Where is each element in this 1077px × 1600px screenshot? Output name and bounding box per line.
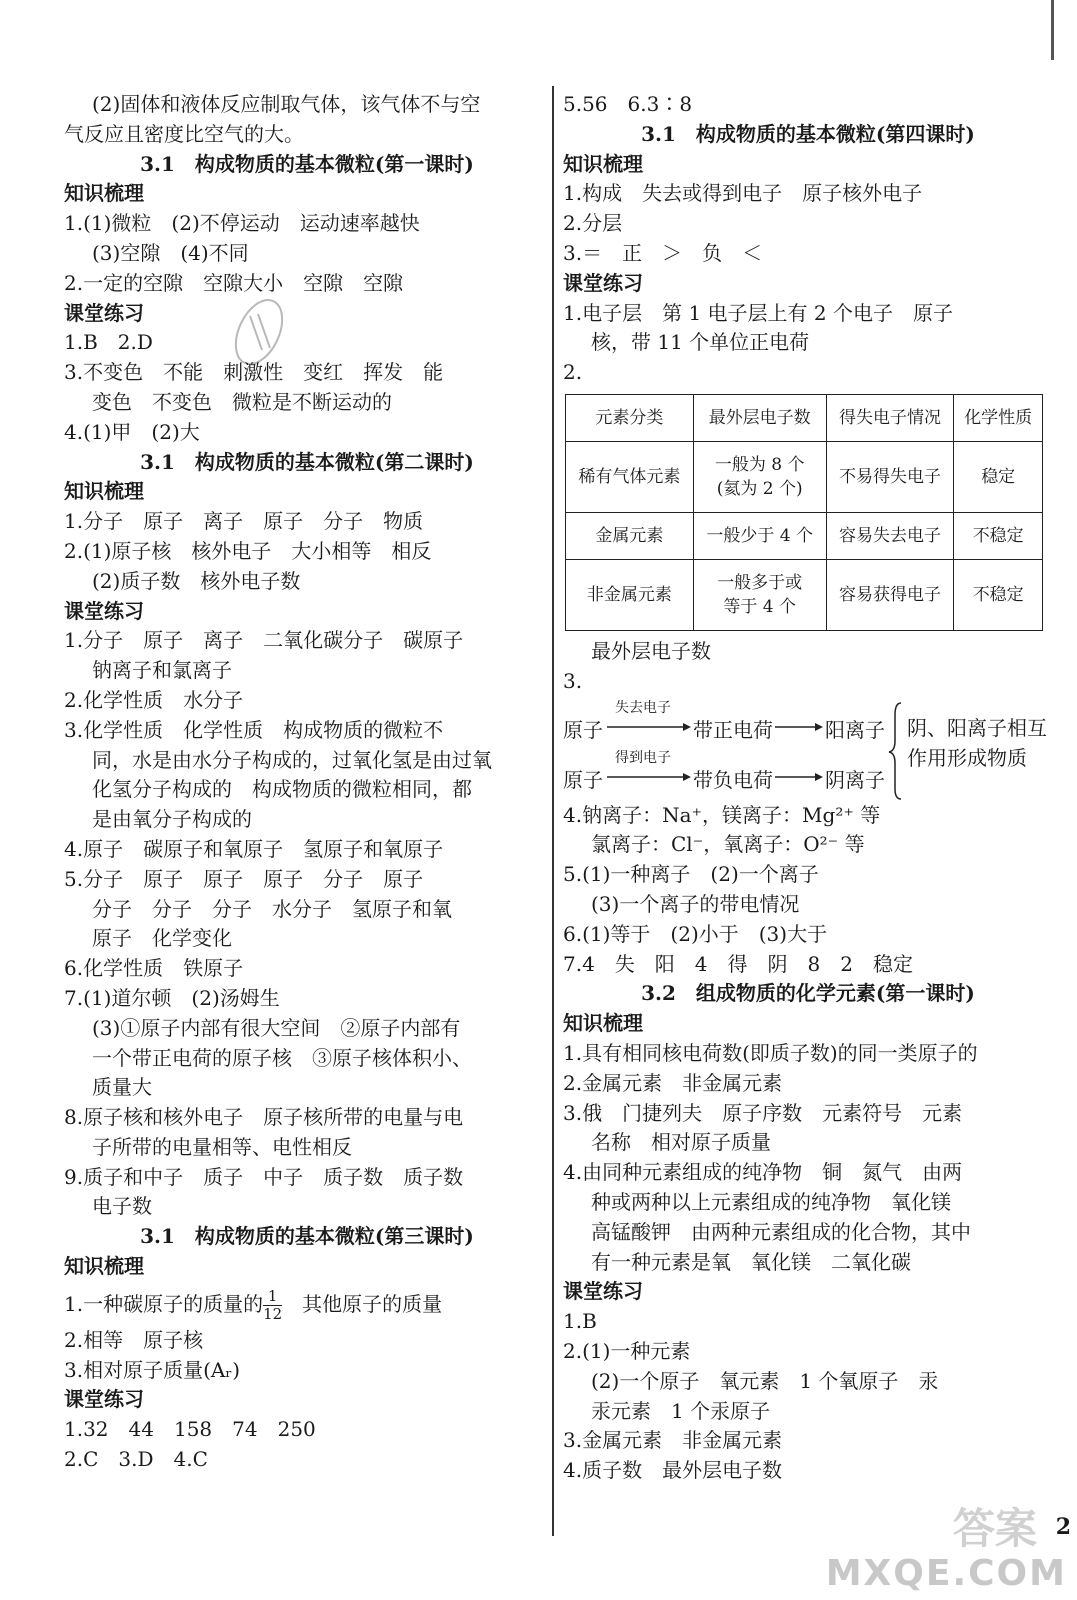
answer-line: 2.一定的空隙 空隙大小 空隙 空隙 — [64, 270, 404, 295]
answer-line: (3)①原子内部有很大空间 ②原子内部有 — [92, 1015, 461, 1040]
answer-line: 3.俄 门捷列夫 原子序数 元素符号 元素 — [563, 1100, 963, 1125]
table-cell: 一般少于 4 个 — [693, 512, 826, 559]
section-label: 课堂练习 — [64, 598, 144, 623]
answer-line: 5.分子 原子 原子 原子 分子 原子 — [64, 866, 424, 891]
answer-line: 2.相等 原子核 — [64, 1327, 204, 1352]
table-row — [566, 441, 1043, 512]
answer-line: (3)一个离子的带电情况 — [591, 891, 800, 916]
answer-line: 1.32 44 158 74 250 — [64, 1417, 316, 1442]
answer-line: 6.化学性质 铁原子 — [64, 956, 244, 981]
fraction-denominator: 12 — [263, 1304, 283, 1323]
answer-line: 同，水是由水分子构成的，过氧化氢是由过氧 — [92, 747, 492, 772]
diagram-charge-2: 带负电荷 — [693, 767, 773, 792]
answer-line: 子所带的电量相等、电性相反 — [92, 1134, 352, 1159]
answer-line: 3.相对原子质量(Aᵣ) — [64, 1357, 241, 1382]
table-cell: 容易获得电子 — [826, 559, 954, 630]
table-cell: 容易失去电子 — [826, 512, 954, 559]
answer-line: 名称 相对原子质量 — [591, 1130, 771, 1155]
answer-line: 2.C 3.D 4.C — [64, 1447, 208, 1472]
answer-line: 2.分层 — [563, 211, 623, 236]
table-cell: 不稳定 — [954, 559, 1043, 630]
table-row — [566, 559, 1043, 630]
answer-line: 3.＝ 正 ＞ 负 ＜ — [563, 240, 763, 265]
answer-line: 5.56 6.3∶8 — [563, 92, 693, 116]
answer-line: 种或两种以上元素组成的纯净物 氧化镁 — [591, 1189, 951, 1214]
answer-line: 2.金属元素 非金属元素 — [563, 1070, 783, 1095]
answer-line: 1.分子 原子 离子 原子 分子 物质 — [64, 509, 424, 534]
answer-line: 7.4 失 阳 4 得 阴 8 2 稳定 — [563, 951, 913, 976]
table-cell: 一般多于或 等于 4 个 — [693, 559, 826, 630]
answer-line: 1.(1)微粒 (2)不停运动 运动速率越快 — [64, 211, 420, 236]
lesson-title: 3.1 构成物质的基本微粒(第四课时) — [641, 121, 975, 146]
answer-line: 8.原子核和核外电子 原子核所带的电量与电 — [64, 1105, 464, 1130]
answer-line: (3)空隙 (4)不同 — [92, 240, 249, 265]
answer-line: 是由氧分子构成的 — [92, 807, 252, 832]
section-label: 知识梳理 — [64, 1254, 144, 1279]
section-label: 课堂练习 — [563, 1279, 643, 1304]
diagram-atom-2: 原子 — [563, 767, 603, 792]
answer-line: 变色 不变色 微粒是不断运动的 — [92, 389, 392, 414]
answer-line: (2)固体和液体反应制取气体，该气体不与空 — [92, 92, 481, 116]
table-cell: 稀有气体元素 — [566, 441, 694, 512]
table-header-cell: 得失电子情况 — [826, 394, 954, 441]
table-header-cell: 最外层电子数 — [693, 394, 826, 441]
right-column — [563, 90, 1053, 1486]
answer-line: 2.(1)一种元素 — [563, 1338, 691, 1363]
answer-line: 核，带 11 个单位正电荷 — [591, 330, 810, 355]
section-label: 课堂练习 — [563, 270, 643, 295]
diagram-arrow-label-1: 失去电子 — [615, 699, 671, 716]
answer-line: 6.(1)等于 (2)小于 (3)大于 — [563, 921, 828, 946]
lesson-title: 3.1 构成物质的基本微粒(第一课时) — [140, 151, 474, 176]
table-cell: 非金属元素 — [566, 559, 694, 630]
answer-line: 钠离子和氯离子 — [92, 658, 232, 683]
answer-line: 2.化学性质 水分子 — [64, 687, 244, 712]
answer-line: (2)质子数 核外电子数 — [92, 568, 301, 593]
fraction-numerator: 1 — [263, 1288, 282, 1306]
table-header-cell: 化学性质 — [954, 394, 1043, 441]
answer-number: 3. — [563, 668, 583, 693]
answer-line: 氯离子：Cl⁻，氧离子：O²⁻ 等 — [591, 832, 865, 857]
table-cell: 金属元素 — [566, 512, 694, 559]
element-classification-table — [565, 394, 1043, 631]
answer-line: 有一种元素是氧 氧化镁 二氧化碳 — [591, 1249, 911, 1274]
left-column — [64, 90, 550, 1475]
answer-line: 一个带正电荷的原子核 ③原子核体积小、 — [92, 1045, 472, 1070]
answer-line: 4.原子 碳原子和氧原子 氢原子和氧原子 — [64, 836, 444, 861]
fraction — [263, 1288, 282, 1323]
section-label: 课堂练习 — [64, 1387, 144, 1412]
diagram-conclusion: 阴、阳离子相互作用形成物质 — [907, 715, 1047, 770]
table-header-cell: 元素分类 — [566, 394, 694, 441]
answer-line: 1.构成 失去或得到电子 原子核外电子 — [563, 181, 923, 206]
answer-line: 汞元素 1 个汞原子 — [591, 1398, 771, 1423]
page-number: 2 — [1055, 1514, 1071, 1540]
lesson-title: 3.1 构成物质的基本微粒(第三课时) — [140, 1224, 474, 1249]
watermark-logo: 答案 — [952, 1504, 1037, 1553]
page-edge — [1051, 0, 1054, 60]
answer-line: 高锰酸钾 由两种元素组成的化合物，其中 — [591, 1219, 971, 1244]
answer-line: 最外层电子数 — [591, 638, 711, 663]
fraction-suffix: 其他原子的质量 — [282, 1291, 443, 1316]
answer-line: 3.化学性质 化学性质 构成物质的微粒不 — [64, 717, 444, 742]
answer-line: 3.不变色 不能 刺激性 变红 挥发 能 — [64, 360, 444, 385]
fraction-prefix: 1.一种碳原子的质量的 — [64, 1291, 264, 1316]
diagram-ion-2: 阴离子 — [825, 767, 885, 792]
answer-line: 原子 化学变化 — [92, 926, 232, 951]
answer-line: 5.(1)一种离子 (2)一个离子 — [563, 862, 819, 887]
answer-line: 7.(1)道尔顿 (2)汤姆生 — [64, 985, 280, 1010]
section-label: 课堂练习 — [64, 300, 144, 325]
diagram-charge-1: 带正电荷 — [693, 717, 773, 742]
watermark-url: MXQE.COM — [825, 1553, 1067, 1594]
table-header-row — [566, 394, 1043, 441]
answer-line: 2.(1)原子核 核外电子 大小相等 相反 — [64, 538, 432, 563]
section-label: 知识梳理 — [64, 181, 144, 206]
diagram-arrow-label-2: 得到电子 — [615, 749, 671, 766]
answer-line: 1.电子层 第 1 电子层上有 2 个电子 原子 — [563, 300, 953, 325]
section-label: 知识梳理 — [563, 151, 643, 176]
table-row — [566, 512, 1043, 559]
lesson-title: 3.2 组成物质的化学元素(第一课时) — [641, 981, 975, 1006]
column-divider — [552, 86, 554, 1536]
answer-line: 9.质子和中子 质子 中子 质子数 质子数 — [64, 1164, 464, 1189]
answer-line: 电子数 — [92, 1194, 152, 1219]
ion-formation-diagram — [563, 697, 1053, 801]
section-label: 知识梳理 — [64, 479, 144, 504]
answer-line: 1.B 2.D — [64, 330, 153, 355]
answer-line-fraction — [64, 1282, 550, 1326]
answer-line: 分子 分子 分子 水分子 氢原子和氧 — [92, 896, 452, 921]
answer-line: 气反应且密度比空气的大。 — [64, 121, 304, 146]
lesson-title: 3.1 构成物质的基本微粒(第二课时) — [140, 449, 474, 474]
table-cell: 不稳定 — [954, 512, 1043, 559]
answer-line: 4.钠离子：Na⁺，镁离子：Mg²⁺ 等 — [563, 802, 881, 827]
answer-line: (2)一个原子 氧元素 1 个氧原子 汞 — [591, 1368, 939, 1393]
diagram-atom-1: 原子 — [563, 717, 603, 742]
answer-line: 1.分子 原子 离子 二氧化碳分子 碳原子 — [64, 628, 464, 653]
answer-line: 质量大 — [92, 1075, 152, 1100]
answer-line: 4.(1)甲 (2)大 — [64, 419, 200, 444]
table-cell: 一般为 8 个 (氦为 2 个) — [693, 441, 826, 512]
section-label: 知识梳理 — [563, 1011, 643, 1036]
answer-line: 2. — [563, 360, 583, 385]
answer-line: 4.质子数 最外层电子数 — [563, 1458, 783, 1483]
diagram-ion-1: 阳离子 — [825, 717, 885, 742]
answer-line: 4.由同种元素组成的纯净物 铜 氮气 由两 — [563, 1160, 963, 1185]
table-cell: 不易得失电子 — [826, 441, 954, 512]
table-cell: 稳定 — [954, 441, 1043, 512]
answer-line: 1.B — [563, 1309, 597, 1334]
answer-line: 3.金属元素 非金属元素 — [563, 1428, 783, 1453]
answer-line: 化氢分子构成的 构成物质的微粒相同，都 — [92, 777, 472, 802]
answer-line: 1.具有相同核电荷数(即质子数)的同一类原子的 — [563, 1040, 978, 1065]
